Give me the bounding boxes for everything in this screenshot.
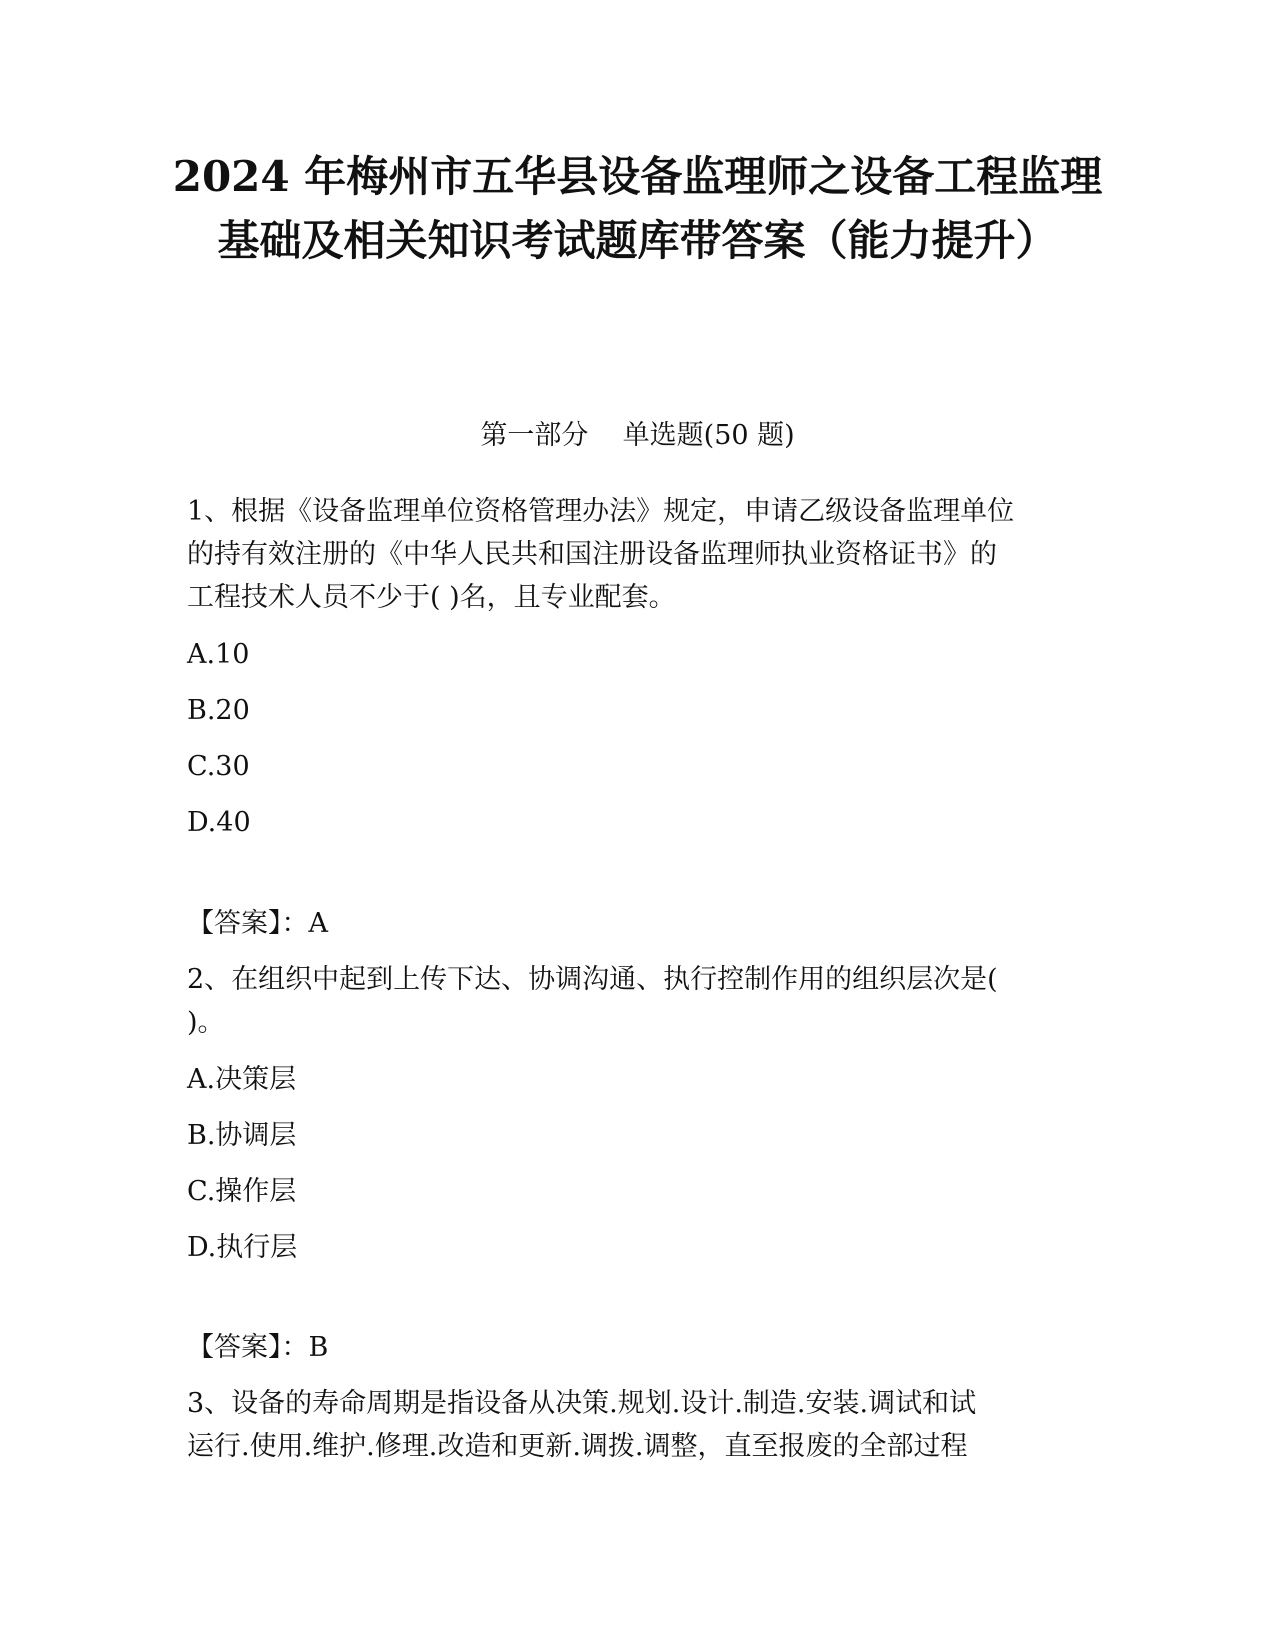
- question-2-stem-line-1: 2、在组织中起到上传下达、协调沟通、执行控制作用的组织层次是(: [187, 964, 998, 995]
- question-1-option-d: D.40: [187, 807, 251, 838]
- question-2-option-b: B.协调层: [187, 1120, 297, 1151]
- question-1-stem-line-3: 工程技术人员不少于( )名，且专业配套。: [187, 582, 676, 613]
- section-heading: 第一部分 单选题(50 题): [480, 420, 795, 451]
- question-3-stem-line-1: 3、设备的寿命周期是指设备从决策.规划.设计.制造.安装.调试和试: [187, 1388, 977, 1419]
- question-1-stem-line-1: 1、根据《设备监理单位资格管理办法》规定，申请乙级设备监理单位: [187, 496, 1015, 527]
- document-title-line-2: 基础及相关知识考试题库带答案（能力提升）: [217, 216, 1058, 265]
- question-1-option-a: A.10: [187, 639, 250, 670]
- question-2-option-a: A.决策层: [187, 1064, 297, 1095]
- question-3-stem-line-2: 运行.使用.维护.修理.改造和更新.调拨.调整，直至报废的全部过程: [187, 1431, 968, 1462]
- question-2-stem-line-2: )。: [187, 1007, 225, 1038]
- question-1-stem-line-2: 的持有效注册的《中华人民共和国注册设备监理师执业资格证书》的: [187, 539, 997, 570]
- question-1-option-b: B.20: [187, 695, 250, 726]
- question-2-option-d: D.执行层: [187, 1232, 298, 1263]
- question-1-option-c: C.30: [187, 751, 250, 782]
- question-2-answer: 【答案】：B: [187, 1332, 329, 1363]
- question-2-option-c: C.操作层: [187, 1176, 297, 1207]
- question-1-answer: 【答案】：A: [187, 908, 328, 939]
- document-title-line-1: 2024 年梅州市五华县设备监理师之设备工程监理: [172, 152, 1103, 201]
